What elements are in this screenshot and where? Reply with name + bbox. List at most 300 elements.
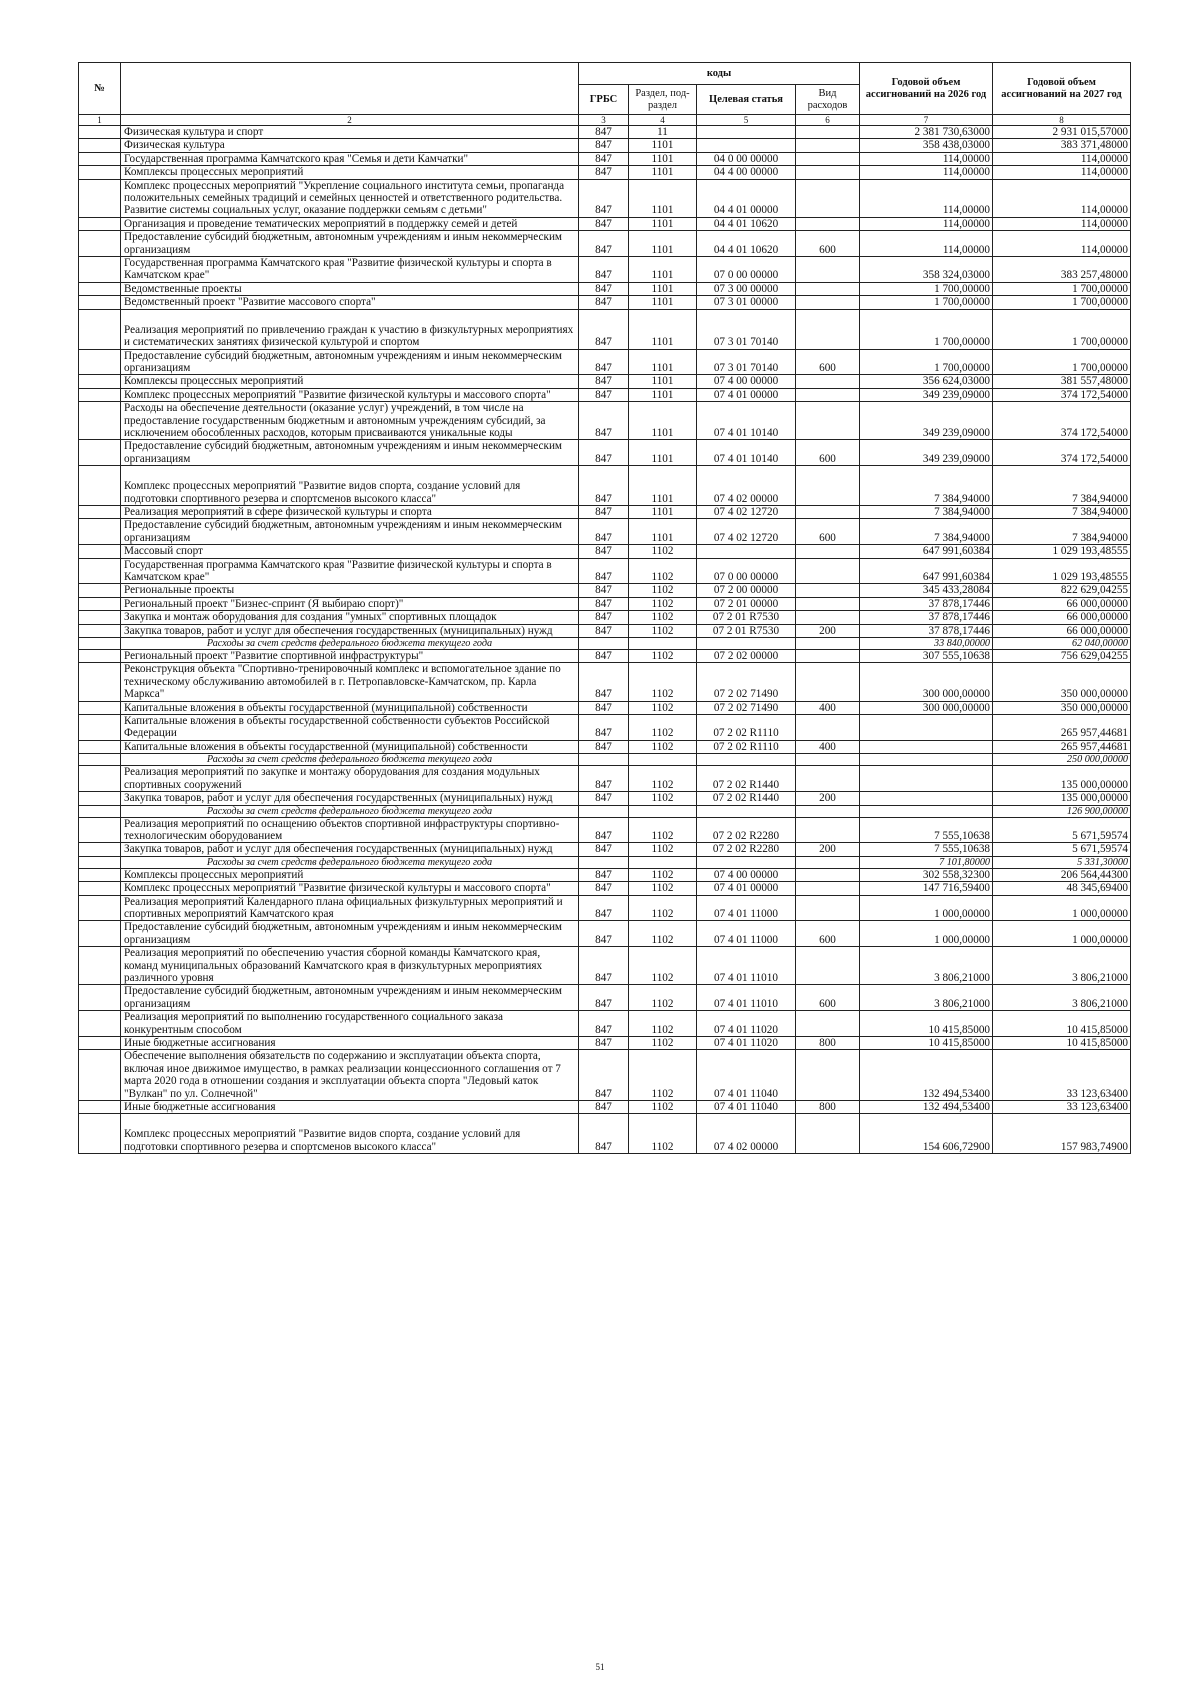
table-row — [79, 663, 1131, 701]
num-cell — [79, 296, 121, 309]
num-cell — [79, 882, 121, 895]
amount-2026-cell: 114,00000 — [860, 166, 993, 179]
name-cell: Расходы за счет средств федерального бюджета текущего года — [121, 754, 579, 766]
amount-2027-cell: 135 000,00000 — [993, 792, 1131, 805]
table-row — [79, 231, 1131, 257]
num-cell — [79, 766, 121, 792]
grbs-cell: 847 — [579, 375, 629, 388]
target-cell: 07 4 01 11010 — [697, 947, 796, 985]
column-index: 1 — [79, 115, 121, 126]
federal-budget-note-row — [79, 805, 1131, 817]
section-cell: 1102 — [629, 843, 697, 856]
amount-2027-cell: 383 371,48000 — [993, 139, 1131, 152]
amount-2027-cell: 157 983,74900 — [993, 1114, 1131, 1154]
amount-2026-cell: 3 806,21000 — [860, 985, 993, 1011]
name-cell: Реализация мероприятий по обеспечению участия сборной команды Камчатского края, команд муниципальных образований Камчатского края в физкультурных мероприятиях различного уровня — [121, 947, 579, 985]
section-cell: 1101 — [629, 152, 697, 165]
num-cell — [79, 856, 121, 868]
num-cell — [79, 868, 121, 881]
grbs-cell: 847 — [579, 597, 629, 610]
name-cell: Комплекс процессных мероприятий "Укрепление социального института семьи, пропаганда положительных семейных традиций и семейных ценностей и ответственного родительства. Развитие системы социальных услуг, оказание поддержки семьям с детьми" — [121, 179, 579, 217]
grbs-cell: 847 — [579, 519, 629, 545]
name-cell: Предоставление субсидий бюджетным, автономным учреждениям и иным некоммерческим организациям — [121, 349, 579, 375]
amount-2026-cell: 345 433,28084 — [860, 584, 993, 597]
exptype-cell: 800 — [796, 1037, 860, 1050]
exptype-cell: 200 — [796, 843, 860, 856]
grbs-cell: 847 — [579, 1114, 629, 1154]
name-cell: Комплекс процессных мероприятий "Развитие физической культуры и массового спорта" — [121, 388, 579, 401]
amount-2026-cell: 349 239,09000 — [860, 388, 993, 401]
grbs-cell: 847 — [579, 650, 629, 663]
exptype-cell — [796, 754, 860, 766]
section-cell: 1101 — [629, 402, 697, 440]
target-cell: 07 4 01 10140 — [697, 402, 796, 440]
grbs-cell: 847 — [579, 282, 629, 295]
section-cell: 1102 — [629, 1037, 697, 1050]
section-cell: 1101 — [629, 519, 697, 545]
amount-2026-cell: 154 606,72900 — [860, 1114, 993, 1154]
header-exptype: Вид расходов — [796, 85, 860, 115]
exptype-cell — [796, 650, 860, 663]
table-row — [79, 715, 1131, 741]
amount-2027-cell: 2 931 015,57000 — [993, 126, 1131, 139]
table-row — [79, 611, 1131, 624]
amount-2027-cell: 66 000,00000 — [993, 624, 1131, 637]
table-row — [79, 1101, 1131, 1114]
exptype-cell — [796, 257, 860, 283]
table-row — [79, 843, 1131, 856]
table-row — [79, 1114, 1131, 1154]
amount-2026-cell: 37 878,17446 — [860, 611, 993, 624]
num-cell — [79, 597, 121, 610]
amount-2027-cell: 10 415,85000 — [993, 1037, 1131, 1050]
table-row — [79, 126, 1131, 139]
amount-2027-cell: 66 000,00000 — [993, 597, 1131, 610]
num-cell — [79, 179, 121, 217]
amount-2027-cell: 374 172,54000 — [993, 388, 1131, 401]
amount-2027-cell: 3 806,21000 — [993, 985, 1131, 1011]
amount-2026-cell: 37 878,17446 — [860, 624, 993, 637]
section-cell: 11 — [629, 126, 697, 139]
amount-2027-cell: 3 806,21000 — [993, 947, 1131, 985]
column-index: 5 — [697, 115, 796, 126]
amount-2027-cell: 1 029 193,48555 — [993, 558, 1131, 584]
section-cell: 1101 — [629, 375, 697, 388]
target-cell: 07 4 02 12720 — [697, 505, 796, 518]
name-cell: Предоставление субсидий бюджетным, автономным учреждениям и иным некоммерческим организациям — [121, 985, 579, 1011]
table-row — [79, 921, 1131, 947]
section-cell: 1102 — [629, 611, 697, 624]
target-cell: 07 4 01 11040 — [697, 1101, 796, 1114]
grbs-cell: 847 — [579, 139, 629, 152]
grbs-cell: 847 — [579, 868, 629, 881]
num-cell — [79, 701, 121, 714]
amount-2027-cell: 756 629,04255 — [993, 650, 1131, 663]
amount-2027-cell: 1 700,00000 — [993, 349, 1131, 375]
name-cell: Комплекс процессных мероприятий "Развитие видов спорта, создание условий для подготовки спортивного резерва и спортсменов высокого класса" — [121, 1114, 579, 1154]
table-row — [79, 624, 1131, 637]
num-cell — [79, 985, 121, 1011]
grbs-cell — [579, 856, 629, 868]
num-cell — [79, 611, 121, 624]
grbs-cell: 847 — [579, 740, 629, 753]
grbs-cell: 847 — [579, 505, 629, 518]
exptype-cell — [796, 152, 860, 165]
name-cell: Физическая культура и спорт — [121, 126, 579, 139]
exptype-cell — [796, 895, 860, 921]
header-codes: коды — [579, 63, 860, 85]
name-cell: Закупка товаров, работ и услуг для обеспечения государственных (муниципальных) нужд — [121, 792, 579, 805]
exptype-cell — [796, 179, 860, 217]
section-cell: 1101 — [629, 505, 697, 518]
exptype-cell — [796, 1114, 860, 1154]
amount-2027-cell: 1 700,00000 — [993, 309, 1131, 349]
target-cell: 07 0 00 00000 — [697, 558, 796, 584]
num-cell — [79, 624, 121, 637]
amount-2027-cell: 265 957,44681 — [993, 715, 1131, 741]
section-cell: 1102 — [629, 985, 697, 1011]
column-index: 8 — [993, 115, 1131, 126]
amount-2027-cell: 1 000,00000 — [993, 921, 1131, 947]
target-cell: 07 4 01 11020 — [697, 1011, 796, 1037]
amount-2027-cell: 7 384,94000 — [993, 466, 1131, 506]
target-cell — [697, 545, 796, 558]
exptype-cell: 200 — [796, 624, 860, 637]
num-cell — [79, 584, 121, 597]
num-cell — [79, 843, 121, 856]
amount-2026-cell: 307 555,10638 — [860, 650, 993, 663]
grbs-cell — [579, 805, 629, 817]
name-cell: Региональные проекты — [121, 584, 579, 597]
target-cell: 04 4 01 10620 — [697, 231, 796, 257]
section-cell: 1101 — [629, 282, 697, 295]
table-row — [79, 282, 1131, 295]
exptype-cell — [796, 597, 860, 610]
table-row — [79, 152, 1131, 165]
amount-2026-cell: 1 700,00000 — [860, 296, 993, 309]
amount-2027-cell: 1 000,00000 — [993, 895, 1131, 921]
grbs-cell: 847 — [579, 388, 629, 401]
exptype-cell — [796, 309, 860, 349]
amount-2027-cell: 33 123,63400 — [993, 1101, 1131, 1114]
grbs-cell: 847 — [579, 584, 629, 597]
target-cell: 07 4 00 00000 — [697, 868, 796, 881]
target-cell: 07 4 01 11040 — [697, 1050, 796, 1101]
amount-2026-cell: 1 700,00000 — [860, 309, 993, 349]
section-cell: 1101 — [629, 179, 697, 217]
target-cell: 07 4 01 11020 — [697, 1037, 796, 1050]
amount-2027-cell: 381 557,48000 — [993, 375, 1131, 388]
amount-2026-cell: 1 700,00000 — [860, 349, 993, 375]
table-row — [79, 388, 1131, 401]
name-cell: Капитальные вложения в объекты государственной (муниципальной) собственности — [121, 740, 579, 753]
amount-2026-cell: 147 716,59400 — [860, 882, 993, 895]
grbs-cell: 847 — [579, 1011, 629, 1037]
amount-2026-cell: 10 415,85000 — [860, 1011, 993, 1037]
table-row — [79, 1050, 1131, 1101]
section-cell — [629, 856, 697, 868]
amount-2026-cell: 114,00000 — [860, 217, 993, 230]
target-cell: 07 2 02 R2280 — [697, 817, 796, 843]
grbs-cell: 847 — [579, 402, 629, 440]
exptype-cell — [796, 545, 860, 558]
target-cell: 07 2 01 00000 — [697, 597, 796, 610]
table-row — [79, 947, 1131, 985]
amount-2027-cell: 1 700,00000 — [993, 296, 1131, 309]
num-cell — [79, 257, 121, 283]
amount-2026-cell — [860, 805, 993, 817]
amount-2026-cell — [860, 754, 993, 766]
num-cell — [79, 1101, 121, 1114]
section-cell: 1101 — [629, 231, 697, 257]
amount-2026-cell: 7 555,10638 — [860, 817, 993, 843]
section-cell: 1102 — [629, 740, 697, 753]
name-cell: Реализация мероприятий по привлечению граждан к участию в физкультурных мероприятиях и систематических занятиях физической культурой и спортом — [121, 309, 579, 349]
amount-2027-cell: 5 671,59574 — [993, 817, 1131, 843]
name-cell: Ведомственный проект "Развитие массового спорта" — [121, 296, 579, 309]
amount-2026-cell: 10 415,85000 — [860, 1037, 993, 1050]
exptype-cell — [796, 375, 860, 388]
table-row — [79, 895, 1131, 921]
table-row — [79, 597, 1131, 610]
exptype-cell: 400 — [796, 740, 860, 753]
exptype-cell — [796, 558, 860, 584]
grbs-cell: 847 — [579, 1101, 629, 1114]
amount-2027-cell: 383 257,48000 — [993, 257, 1131, 283]
table-row — [79, 817, 1131, 843]
table-row — [79, 650, 1131, 663]
target-cell: 07 3 01 70140 — [697, 309, 796, 349]
exptype-cell — [796, 217, 860, 230]
amount-2027-cell: 1 029 193,48555 — [993, 545, 1131, 558]
amount-2027-cell: 206 564,44300 — [993, 868, 1131, 881]
amount-2026-cell: 1 000,00000 — [860, 921, 993, 947]
name-cell: Расходы на обеспечение деятельности (оказание услуг) учреждений, в том числе на предоставление государственным бюджетным и автономным учреждениям субсидий, за исключением обособленных расходов, которым присваиваются уникальные коды — [121, 402, 579, 440]
target-cell: 07 2 02 R1110 — [697, 715, 796, 741]
section-cell: 1102 — [629, 766, 697, 792]
amount-2026-cell: 358 438,03000 — [860, 139, 993, 152]
target-cell: 07 2 02 R1440 — [697, 792, 796, 805]
name-cell: Реконструкция объекта "Спортивно-тренировочный комплекс и вспомогательное здание по техническому обслуживанию автомобилей в г. Петропавловске-Камчатском, пр. Карла Маркса" — [121, 663, 579, 701]
target-cell — [697, 754, 796, 766]
name-cell: Физическая культура — [121, 139, 579, 152]
grbs-cell: 847 — [579, 545, 629, 558]
table-row — [79, 349, 1131, 375]
name-cell: Закупка и монтаж оборудования для создания "умных" спортивных площадок — [121, 611, 579, 624]
table-row — [79, 701, 1131, 714]
header-grbs: ГРБС — [579, 85, 629, 115]
target-cell: 07 4 01 11010 — [697, 985, 796, 1011]
name-cell: Закупка товаров, работ и услуг для обеспечения государственных (муниципальных) нужд — [121, 624, 579, 637]
amount-2026-cell: 132 494,53400 — [860, 1101, 993, 1114]
grbs-cell: 847 — [579, 558, 629, 584]
exptype-cell: 600 — [796, 921, 860, 947]
target-cell: 04 4 01 00000 — [697, 179, 796, 217]
num-cell — [79, 740, 121, 753]
grbs-cell: 847 — [579, 817, 629, 843]
table-row — [79, 402, 1131, 440]
section-cell — [629, 638, 697, 650]
section-cell: 1101 — [629, 257, 697, 283]
exptype-cell — [796, 166, 860, 179]
name-cell: Ведомственные проекты — [121, 282, 579, 295]
amount-2027-cell: 66 000,00000 — [993, 611, 1131, 624]
num-cell — [79, 402, 121, 440]
name-cell: Иные бюджетные ассигнования — [121, 1037, 579, 1050]
grbs-cell: 847 — [579, 766, 629, 792]
name-cell: Массовый спорт — [121, 545, 579, 558]
exptype-cell — [796, 126, 860, 139]
target-cell: 07 2 02 R2280 — [697, 843, 796, 856]
num-cell — [79, 466, 121, 506]
exptype-cell: 600 — [796, 231, 860, 257]
name-cell: Региональный проект "Бизнес-спринт (Я выбираю спорт)" — [121, 597, 579, 610]
section-cell: 1101 — [629, 388, 697, 401]
section-cell: 1102 — [629, 1114, 697, 1154]
amount-2027-cell: 1 700,00000 — [993, 282, 1131, 295]
grbs-cell: 847 — [579, 624, 629, 637]
exptype-cell — [796, 856, 860, 868]
section-cell: 1102 — [629, 792, 697, 805]
grbs-cell: 847 — [579, 466, 629, 506]
section-cell: 1101 — [629, 440, 697, 466]
name-cell: Капитальные вложения в объекты государственной (муниципальной) собственности — [121, 701, 579, 714]
amount-2026-cell — [860, 792, 993, 805]
num-cell — [79, 440, 121, 466]
grbs-cell: 847 — [579, 1050, 629, 1101]
amount-2026-cell — [860, 740, 993, 753]
name-cell: Предоставление субсидий бюджетным, автономным учреждениям и иным некоммерческим организациям — [121, 440, 579, 466]
name-cell: Комплексы процессных мероприятий — [121, 375, 579, 388]
name-cell: Расходы за счет средств федерального бюджета текущего года — [121, 638, 579, 650]
federal-budget-note-row — [79, 754, 1131, 766]
table-row — [79, 792, 1131, 805]
target-cell: 07 2 01 R7530 — [697, 611, 796, 624]
exptype-cell: 200 — [796, 792, 860, 805]
column-index: 4 — [629, 115, 697, 126]
name-cell: Предоставление субсидий бюджетным, автономным учреждениям и иным некоммерческим организациям — [121, 519, 579, 545]
header-2027: Годовой объем ассигнований на 2027 год — [993, 63, 1131, 115]
table-row — [79, 558, 1131, 584]
section-cell: 1102 — [629, 715, 697, 741]
exptype-cell — [796, 817, 860, 843]
grbs-cell: 847 — [579, 985, 629, 1011]
header-name — [121, 63, 579, 115]
exptype-cell: 600 — [796, 349, 860, 375]
exptype-cell: 600 — [796, 440, 860, 466]
budget-table — [78, 62, 1131, 1154]
table-row — [79, 545, 1131, 558]
amount-2027-cell: 5 671,59574 — [993, 843, 1131, 856]
table-row — [79, 985, 1131, 1011]
table-row — [79, 309, 1131, 349]
name-cell: Реализация мероприятий по выполнению государственного социального заказа конкурентным способом — [121, 1011, 579, 1037]
num-cell — [79, 166, 121, 179]
exptype-cell: 600 — [796, 985, 860, 1011]
grbs-cell: 847 — [579, 257, 629, 283]
target-cell: 07 4 01 00000 — [697, 882, 796, 895]
amount-2027-cell: 7 384,94000 — [993, 519, 1131, 545]
target-cell: 04 4 00 00000 — [697, 166, 796, 179]
target-cell: 07 4 01 11000 — [697, 921, 796, 947]
grbs-cell: 847 — [579, 882, 629, 895]
amount-2026-cell: 114,00000 — [860, 179, 993, 217]
target-cell: 07 2 02 71490 — [697, 701, 796, 714]
amount-2027-cell: 114,00000 — [993, 152, 1131, 165]
grbs-cell: 847 — [579, 895, 629, 921]
name-cell: Капитальные вложения в объекты государственной собственности субъектов Российской Федерации — [121, 715, 579, 741]
amount-2026-cell: 7 384,94000 — [860, 519, 993, 545]
section-cell: 1102 — [629, 1050, 697, 1101]
column-index: 2 — [121, 115, 579, 126]
name-cell: Комплекс процессных мероприятий "Развитие физической культуры и массового спорта" — [121, 882, 579, 895]
num-cell — [79, 921, 121, 947]
amount-2027-cell: 48 345,69400 — [993, 882, 1131, 895]
num-cell — [79, 139, 121, 152]
name-cell: Государственная программа Камчатского края "Развитие физической культуры и спорта в Камчатском крае" — [121, 558, 579, 584]
amount-2026-cell: 33 840,00000 — [860, 638, 993, 650]
name-cell: Комплекс процессных мероприятий "Развитие видов спорта, создание условий для подготовки спортивного резерва и спортсменов высокого класса" — [121, 466, 579, 506]
exptype-cell — [796, 1011, 860, 1037]
table-row — [79, 296, 1131, 309]
grbs-cell: 847 — [579, 166, 629, 179]
table-row — [79, 1037, 1131, 1050]
grbs-cell: 847 — [579, 296, 629, 309]
section-cell — [629, 805, 697, 817]
table-row — [79, 1011, 1131, 1037]
name-cell: Реализация мероприятий в сфере физической культуры и спорта — [121, 505, 579, 518]
name-cell: Комплексы процессных мероприятий — [121, 868, 579, 881]
amount-2026-cell: 7 384,94000 — [860, 505, 993, 518]
target-cell: 07 2 02 R1440 — [697, 766, 796, 792]
target-cell: 04 4 01 10620 — [697, 217, 796, 230]
num-cell — [79, 217, 121, 230]
amount-2027-cell: 114,00000 — [993, 231, 1131, 257]
amount-2026-cell: 647 991,60384 — [860, 545, 993, 558]
grbs-cell: 847 — [579, 921, 629, 947]
num-cell — [79, 663, 121, 701]
amount-2026-cell: 349 239,09000 — [860, 402, 993, 440]
section-cell: 1102 — [629, 947, 697, 985]
section-cell: 1101 — [629, 217, 697, 230]
amount-2027-cell: 350 000,00000 — [993, 701, 1131, 714]
target-cell: 07 4 00 00000 — [697, 375, 796, 388]
section-cell: 1102 — [629, 584, 697, 597]
section-cell — [629, 754, 697, 766]
target-cell: 07 4 01 10140 — [697, 440, 796, 466]
grbs-cell: 847 — [579, 309, 629, 349]
exptype-cell: 600 — [796, 519, 860, 545]
num-cell — [79, 1050, 121, 1101]
amount-2026-cell: 349 239,09000 — [860, 440, 993, 466]
num-cell — [79, 650, 121, 663]
target-cell: 07 4 01 11000 — [697, 895, 796, 921]
section-cell: 1101 — [629, 166, 697, 179]
table-row — [79, 740, 1131, 753]
federal-budget-note-row — [79, 638, 1131, 650]
target-cell: 07 3 00 00000 — [697, 282, 796, 295]
exptype-cell — [796, 805, 860, 817]
target-cell: 07 2 02 00000 — [697, 650, 796, 663]
amount-2027-cell: 114,00000 — [993, 179, 1131, 217]
exptype-cell — [796, 1050, 860, 1101]
name-cell: Организация и проведение тематических мероприятий в поддержку семей и детей — [121, 217, 579, 230]
amount-2026-cell: 1 000,00000 — [860, 895, 993, 921]
column-index: 6 — [796, 115, 860, 126]
amount-2027-cell: 265 957,44681 — [993, 740, 1131, 753]
num-cell — [79, 231, 121, 257]
target-cell: 07 2 00 00000 — [697, 584, 796, 597]
